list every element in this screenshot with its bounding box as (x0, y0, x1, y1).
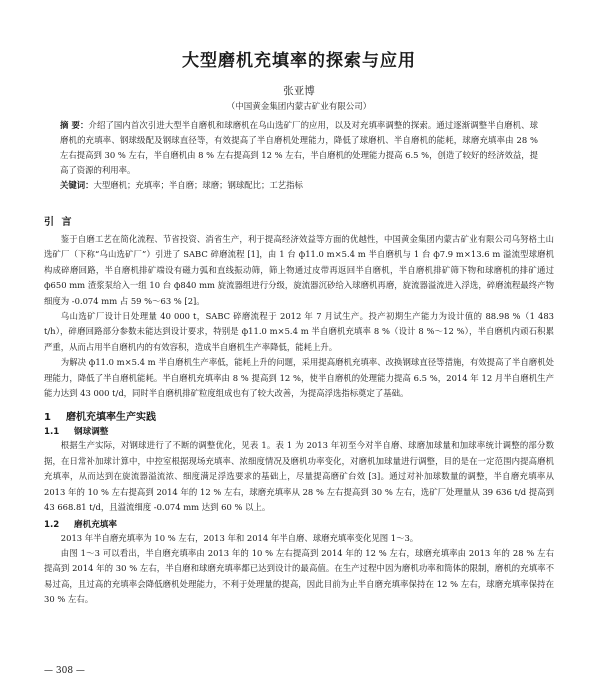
intro-paragraph-3: 为解决 ф11.0 m×5.4 m 半自磨机生产率低，能耗上升的问题，采用提高磨机充填率、改换钢球直径等措施，有效提高了半自磨机处理能力，降低了半自磨机能耗。半自磨机充填率由 8 % 提高到 12 %，使半自磨机的处理能力提高 6.5 %，2014 年 12 月半自磨机生产能力达到 43 000 t/d，同时半自磨机排矿粒度组成也有了较大改善，为提高浮选指标奠定了基础。 (44, 357, 554, 399)
subsection-1-2-paragraph-1: 2013 年半自磨充填率为 10 % 左右，2013 年和 2014 年半自磨、球磨充填率变化见图 1～3。 (60, 532, 419, 543)
section-heading-intro: 引 言 (44, 217, 74, 228)
intro-paragraph-2: 乌山选矿厂设计日处理量 40 000 t，SABC 碎磨流程于 2012 年 7 月试生产。投产初期生产能力为设计值的 88.98 %（1 483 t/h），碎磨回路部分参数未能达到设计要求，特别是 ф11.0 m×5.4 m 半自磨机充填率 8 %（设计 8 %～12 %），半自磨机内顽石积累严重，从而占用半自磨机内的有效容积，造成半自磨机生产率降低，能耗上升。 (44, 311, 554, 352)
section-title-1: 磨机充填率生产实践 (66, 412, 156, 424)
subsection-title-1-1: 钢球调整 (74, 427, 109, 438)
abstract (60, 118, 538, 178)
abstract-label: 摘 要： (60, 120, 89, 130)
section-heading-1 (44, 408, 554, 423)
keywords-label: 关键词： (60, 180, 94, 190)
subsection-1-2-paragraph-2: 由图 1～3 可以看出，半自磨充填率由 2013 年的 10 % 左右提高到 2014 年的 12 % 左右，球磨充填率由 2013 年的 28 % 左右提高到 2014 年的 30 % 左右，半自磨和球磨充填率都已达到设计的最高值。在生产过程中因为磨机功率和筒体的限制，磨机的充填率不易过高，且过高的充填率会降低磨机处理能力，不利于处理量的提高，因此目前为止半自磨充填率保持在 12 % 左右，球磨充填率保持在 30 % 左右。 (44, 547, 554, 605)
keywords-text: 大型磨机；充填率；半自磨；球磨；钢球配比；工艺指标 (93, 180, 303, 190)
article-author: 张亚博 (283, 85, 315, 97)
article-title: 大型磨机充填率的探索与应用 (182, 51, 416, 71)
subsection-heading-1-1 (44, 425, 554, 437)
page-number: — 308 — (44, 666, 85, 676)
subsection-number-1-1: 1.1 (44, 427, 60, 438)
subsection-title-1-2: 磨机充填率 (74, 519, 117, 530)
keywords (60, 178, 538, 193)
subsection-heading-1-2 (44, 518, 554, 530)
subsection-1-1-paragraph: 根据生产实际，对钢球进行了不断的调整优化，见表 1。表 1 为 2013 年初至今对半自磨、球磨加球量和加球率统计调整的部分数据，在日常补加球计算中，中控室根据现场充填率、浓细度情况及磨机功率变化，对磨机加球量进行调整，目的是在一定范围内提高磨机充填率，从而达到在旋流器溢流浓、细度满足浮选要求的基础上，尽量提高磨矿台效 [3]。通过对补加球数量的调整，半自磨充填率从 2013 年的 10 % 左右提高到 2014 年的 12 % 左右，球磨充填率从 28 % 左右提高到 30 % 左右，选矿厂处理量从 39 636 t/d 提高到 43 668.81 t/d，且溢流细度 -0.074 mm 达到 60 % 以上。 (44, 440, 554, 513)
subsection-number-1-2: 1.2 (44, 519, 60, 530)
section-number-1: 1 (44, 412, 51, 424)
article-affiliation: （中国黄金集团内蒙古矿业有限公司） (226, 102, 372, 112)
intro-paragraph-1: 鉴于自磨工艺在简化流程、节省投资、消省生产，利于提高经济效益等方面的优越性，中国黄金集团内蒙古矿业有限公司乌努格土山选矿厂（下称“乌山选矿厂”）引进了 SABC 碎磨流程 [1]，由 1 台 ф11.0 m×5.4 m 半自磨机与 1 台 ф7.9 m×13.6 m 溢流型球磨机构成碎磨回路，半自磨机排矿端设有磁力弧和直线振动筛，筛上物通过皮带再返回半自磨机，半自磨机排矿筛下物和球磨机的排矿通过 ф650 mm 渣浆泵给入一组 10 台 ф840 mm 旋流器组进行分级，旋流器沉砂给入球磨机再磨，旋流器溢流进入浮选，碎磨流程最终产物细度为 -0.074 mm 占 59 %～63 % [2]。 (44, 234, 554, 306)
abstract-text: 介绍了国内首次引进大型半自磨机和球磨机在乌山选矿厂的应用，以及对充填率调整的探索。通过逐渐调整半自磨机、球磨机的充填率、钢球级配及钢球直径等，有效提高了半自磨机处理能力，降低了球磨机、半自磨机的能耗，球磨充填率由 28 % 左右提高到 30 % 左右，半自磨机由 8 % 左右提高到 12 % 左右，半自磨机的处理能力提高 6.5 %，创造了较好的经济效益，提高了资源的利用率。 (60, 120, 538, 175)
